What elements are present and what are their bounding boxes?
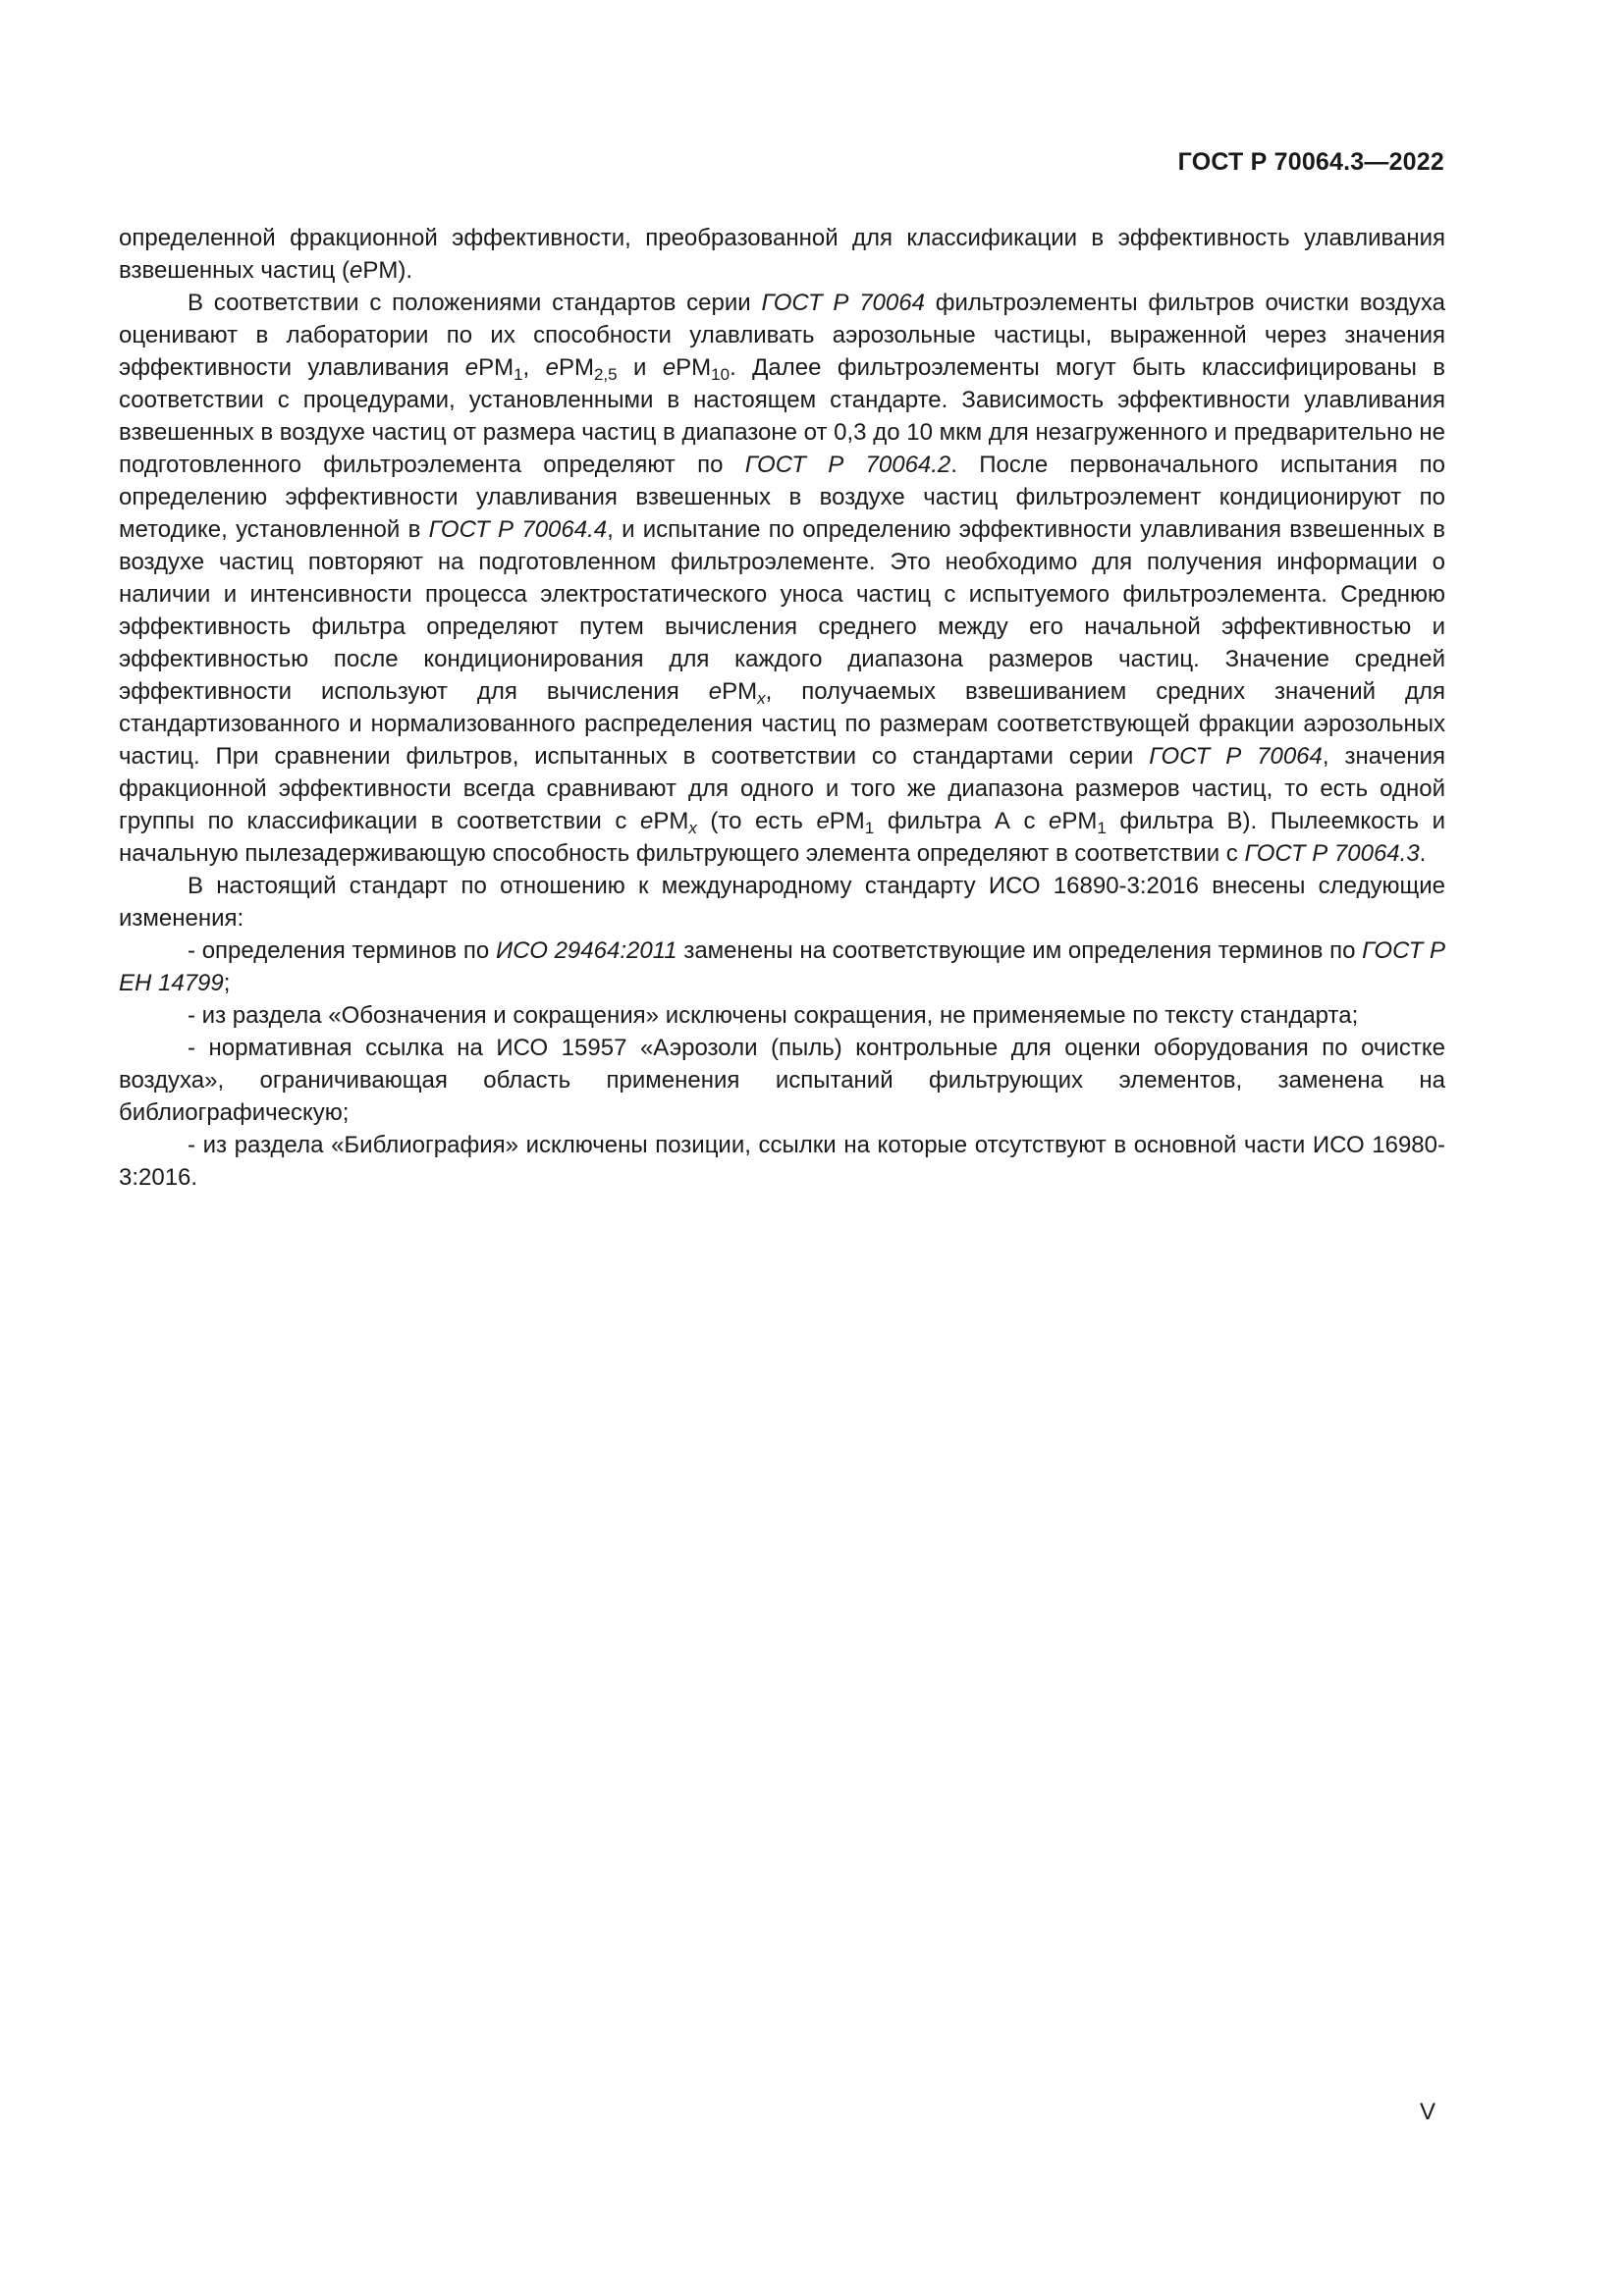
list-item: - нормативная ссылка на ИСО 15957 «Аэрозоли (пыль) контрольные для оценки оборудования по очистке воздуха», ограничивающая область применения испытаний фильтрующих элементов, заменена на библиографическую; (119, 1035, 1445, 1126)
document-body (119, 222, 1445, 1194)
paragraph-1: определенной фракционной эффективности, преобразованной для классификации в эффективность улавливания взвешенных частиц (ePM). (119, 225, 1445, 284)
paragraph-2: В соответствии с положениями стандартов серии ГОСТ Р 70064 фильтроэлементы фильтров очистки воздуха оценивают в лаборатории по их способности улавливать аэрозольные частицы, выраженной через значения эффективности улавливания ePM$_1$, ePM$_{2,5}$ и ePM$_{10}$. Далее фильтроэлементы могут быть классифицированы в соответствии с процедурами, установленными в настоящем стандарте. Зависимость эффективности улавливания взвешенных в воздухе частиц от размера частиц в диапазоне от 0,3 до 10 мкм для незагруженного и предварительно не подготовленного фильтроэлемента определяют по ГОСТ Р 70064.2. После первоначального испытания по определению эффективности улавливания взвешенных в воздухе частиц фильтроэлемент кондиционируют по методике, установленной в ГОСТ Р 70064.4, и испытание по определению эффективности улавливания взвешенных в воздухе частиц повторяют на подготовленном фильтроэлементе. Это необходимо для получения информации о наличии и интенсивности процесса электростатического уноса частиц с испытуемого фильтроэлемента. Среднюю эффективность фильтра определяют путем вычисления среднего между его начальной эффективностью и эффективностью после кондиционирования для каждого диапазона размеров частиц. Значение средней эффективности используют для вычисления ePM$_x$, получаемых взвешиванием средних значений для стандартизованного и нормализованного распределения частиц по размерам соответствующей фракции аэрозольных частиц. При сравнении фильтров, испытанных в соответствии со стандартами серии ГОСТ Р 70064, значения фракционной эффективности всегда сравнивают для одного и того же диапазона размеров частиц, то есть одной группы по классификации в соответствии с ePM$_x$ (то есть ePM$_1$ фильтра А с ePM$_1$ фильтра В). Пылеемкость и начальную пылезадерживающую способность фильтрующего элемента определяют в соответствии с ГОСТ Р 70064.3. (119, 290, 1446, 867)
document-code-header: ГОСТ Р 70064.3—2022 (1177, 148, 1444, 176)
list-item: - из раздела «Обозначения и сокращения» исключены сокращения, не применяемые по тексту стандарта; (188, 1002, 1359, 1029)
reference-gost-en-14799: ГОСТ Р ЕН 14799 (119, 937, 1446, 996)
reference-gost-series: ГОСТ Р 70064 (1149, 743, 1323, 770)
page-number: V (1419, 2099, 1435, 2125)
reference-gost-70064-4: ГОСТ Р 70064.4 (428, 516, 608, 543)
list-item: - из раздела «Библиография» исключены позиции, ссылки на которые отсутствуют в основной части ИСО 16980-3:2016. (119, 1132, 1445, 1191)
paragraph-3: В настоящий стандарт по отношению к международному стандарту ИСО 16890-3:2016 внесены следующие изменения: (119, 873, 1445, 932)
list-item: - определения терминов по ИСО 29464:2011 заменены на соответствующие им определения терминов по ГОСТ Р ЕН 14799; (119, 937, 1446, 996)
reference-iso-29464: ИСО 29464:2011 (495, 937, 677, 964)
reference-gost-70064-3: ГОСТ Р 70064.3 (1244, 840, 1420, 867)
reference-gost-70064-2: ГОСТ Р 70064.2 (744, 452, 951, 478)
reference-gost-series: ГОСТ Р 70064 (761, 290, 925, 316)
